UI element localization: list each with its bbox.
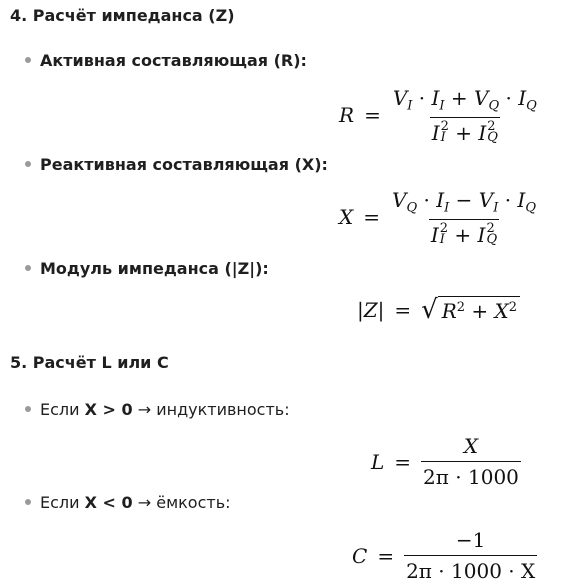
formula-l (371, 434, 521, 489)
formula-z-lhs: |Z| (357, 297, 385, 322)
condition-suffix: → ёмкость: (132, 493, 231, 512)
inductance-condition (40, 400, 290, 419)
formula-x (339, 188, 538, 247)
reactive-component-label: Реактивная составляющая (X): (40, 155, 328, 174)
bullet-dot (25, 406, 31, 412)
formula-l-denominator: 2π · 1000 (421, 461, 521, 489)
formula-x-lhs: X (339, 205, 354, 230)
formula-l-lhs: L (371, 449, 385, 474)
bullet-dot (25, 265, 31, 271)
formula-c (352, 528, 537, 583)
condition-prefix: Если (40, 493, 85, 512)
formula-l-fraction (421, 434, 521, 489)
active-component-label: Активная составляющая (R): (40, 51, 307, 70)
bullet-dot (25, 499, 31, 505)
bullet-dot (25, 161, 31, 167)
formula-r-denominator: I 2 I + I 2 Q (430, 117, 500, 145)
section-4-title: 4. Расчёт импеданса (Z) (10, 6, 235, 25)
formula-r-eq: = (364, 103, 381, 128)
formula-z-eq: = (394, 297, 412, 322)
formula-c-denominator: 2π · 1000 · X (404, 555, 537, 583)
formula-c-eq: = (377, 543, 395, 568)
formula-l-eq: = (394, 449, 412, 474)
formula-z (357, 296, 520, 323)
condition-suffix: → индуктивность: (132, 400, 290, 419)
formula-x-denominator: I 2 I + I 2 Q (429, 219, 499, 247)
impedance-modulus-label: Модуль импеданса (|Z|): (40, 259, 269, 278)
condition-prefix: Если (40, 400, 85, 419)
formula-x-eq: = (363, 205, 381, 230)
formula-r-fraction (391, 86, 539, 145)
formula-x-fraction (390, 188, 538, 247)
formula-r-numerator: $V_I \cdot I_I + V_Q \cdot I_Q$ (392, 86, 537, 114)
formula-c-fraction (404, 528, 537, 583)
condition-expr: X < 0 (84, 493, 133, 512)
capacitance-condition (40, 493, 231, 512)
formula-r-lhs: R (339, 103, 355, 128)
formula-c-numerator: −1 (455, 528, 486, 552)
sqrt-symbol: √ $R^2 + X^2$ (421, 296, 520, 323)
section-5-title: 5. Расчёт L или C (10, 353, 169, 372)
condition-expr: X > 0 (84, 400, 133, 419)
formula-x-numerator: $V_Q \cdot I_I - V_I \cdot I_Q$ (392, 188, 536, 216)
formula-c-lhs: C (352, 543, 368, 568)
formula-l-numerator: X (463, 434, 479, 458)
bullet-dot (25, 57, 31, 63)
formula-r (339, 86, 539, 145)
